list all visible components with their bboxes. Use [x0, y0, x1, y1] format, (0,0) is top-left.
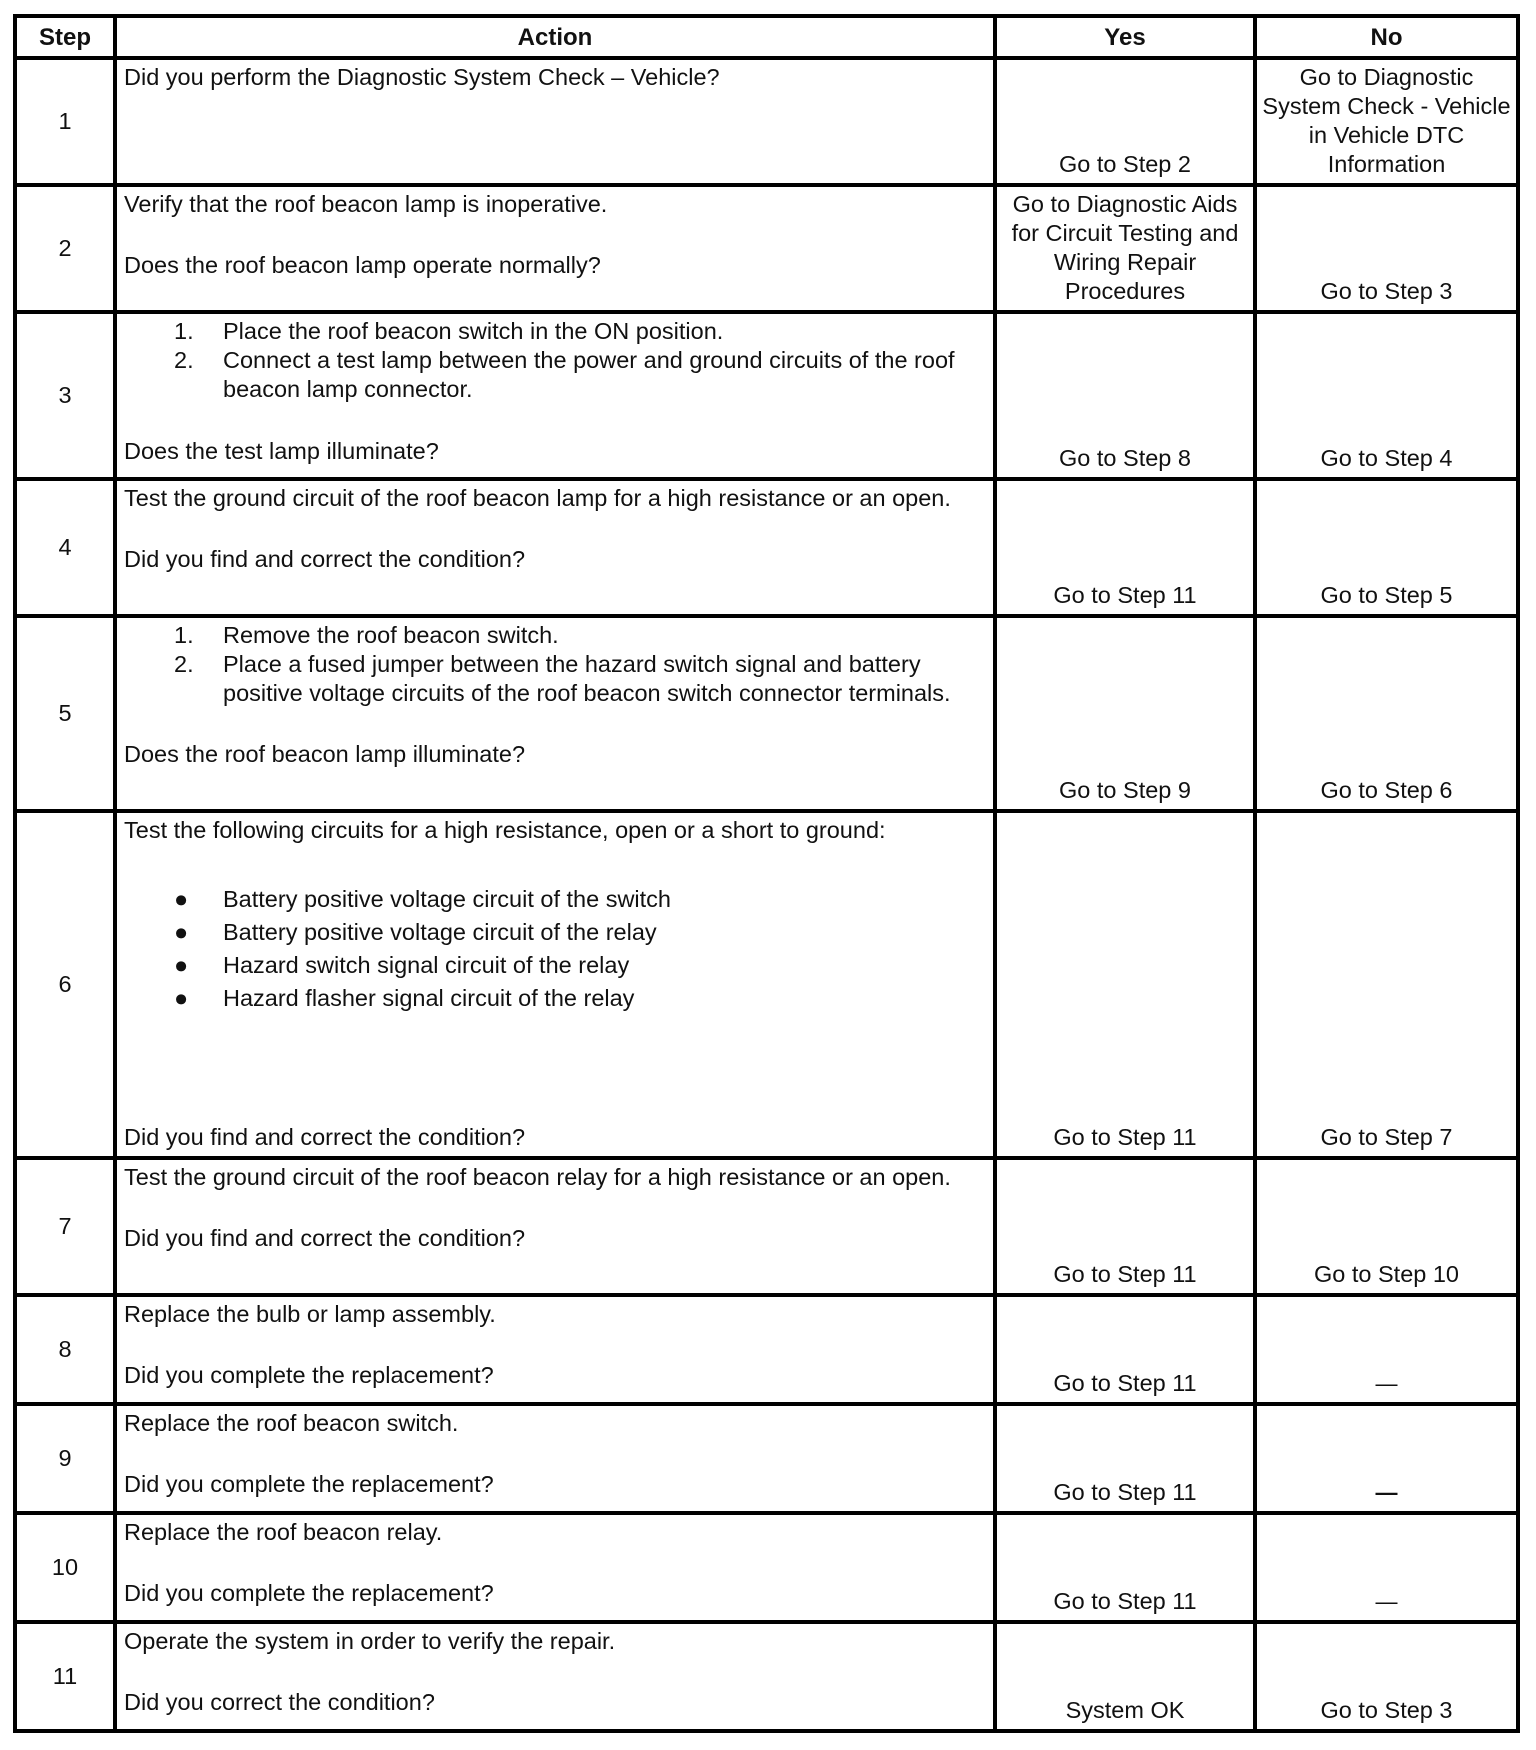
list-item — [124, 916, 987, 949]
yes-cell: Go to Step 9 — [995, 616, 1255, 811]
list-item — [124, 650, 987, 708]
no-cell: Go to Step 3 — [1255, 185, 1518, 312]
yes-cell: Go to Step 2 — [995, 58, 1255, 185]
header-yes: Yes — [995, 16, 1255, 58]
action-text: Did you perform the Diagnostic System Check – Vehicle? — [124, 64, 720, 90]
table-row — [15, 312, 1518, 479]
no-cell: — — [1255, 1513, 1518, 1622]
list-item — [124, 883, 987, 916]
action-text: Verify that the roof beacon lamp is inoperative. — [124, 191, 608, 217]
action-question: Does the roof beacon lamp illuminate? — [124, 741, 526, 767]
table-row — [15, 58, 1518, 185]
action-cell — [115, 58, 995, 185]
list-item — [124, 621, 987, 650]
action-text: Test the following circuits for a high resistance, open or a short to ground: — [124, 817, 886, 843]
numbered-list — [124, 621, 987, 708]
action-question: Did you complete the replacement? — [124, 1471, 494, 1497]
diagnostic-table — [13, 14, 1520, 1733]
step-number: 2 — [15, 185, 115, 312]
step-number: 9 — [15, 1404, 115, 1513]
table-row — [15, 616, 1518, 811]
yes-cell: Go to Step 11 — [995, 811, 1255, 1158]
action-cell — [115, 312, 995, 479]
item-number: 1. — [174, 318, 194, 344]
action-cell — [115, 1404, 995, 1513]
table-row — [15, 1295, 1518, 1404]
item-text: Hazard switch signal circuit of the relay — [223, 952, 630, 978]
yes-cell: Go to Step 11 — [995, 479, 1255, 616]
item-number: 2. — [174, 347, 194, 373]
item-text: Battery positive voltage circuit of the switch — [223, 886, 672, 912]
action-cell — [115, 1158, 995, 1295]
no-cell: Go to Step 10 — [1255, 1158, 1518, 1295]
action-text: Replace the roof beacon relay. — [124, 1519, 443, 1545]
table-row — [15, 185, 1518, 312]
action-question: Does the test lamp illuminate? — [124, 438, 439, 464]
action-cell — [115, 616, 995, 811]
step-number: 11 — [15, 1622, 115, 1731]
action-text: Test the ground circuit of the roof beacon lamp for a high resistance or an open. — [124, 485, 951, 511]
step-number: 6 — [15, 811, 115, 1158]
item-number: 2. — [174, 651, 194, 677]
list-item — [124, 317, 987, 346]
yes-cell: Go to Step 11 — [995, 1158, 1255, 1295]
step-number: 1 — [15, 58, 115, 185]
list-item — [124, 346, 987, 404]
step-number: 8 — [15, 1295, 115, 1404]
action-cell — [115, 185, 995, 312]
action-question: Did you correct the condition? — [124, 1689, 435, 1715]
action-question: Did you find and correct the condition? — [124, 1124, 526, 1150]
no-cell: — — [1255, 1404, 1518, 1513]
yes-cell: Go to Step 11 — [995, 1295, 1255, 1404]
numbered-list — [124, 317, 987, 404]
yes-cell: System OK — [995, 1622, 1255, 1731]
list-item — [124, 982, 987, 1015]
item-text: Hazard flasher signal circuit of the relay — [223, 985, 635, 1011]
table-row — [15, 811, 1518, 1158]
action-text: Replace the bulb or lamp assembly. — [124, 1301, 496, 1327]
action-question: Did you find and correct the condition? — [124, 1225, 526, 1251]
action-cell — [115, 1513, 995, 1622]
action-text: Replace the roof beacon switch. — [124, 1410, 459, 1436]
item-number: 1. — [174, 622, 194, 648]
item-text: Place the roof beacon switch in the ON position. — [223, 318, 724, 344]
no-cell: Go to Step 6 — [1255, 616, 1518, 811]
item-text: Battery positive voltage circuit of the relay — [223, 919, 657, 945]
step-number: 5 — [15, 616, 115, 811]
header-row — [15, 16, 1518, 58]
bullet-icon: ● — [174, 886, 189, 912]
table-row — [15, 479, 1518, 616]
table-row — [15, 1158, 1518, 1295]
action-cell — [115, 479, 995, 616]
step-number: 10 — [15, 1513, 115, 1622]
item-text: Connect a test lamp between the power and ground circuits of the roof beacon lamp connector. — [223, 347, 955, 402]
yes-cell: Go to Step 11 — [995, 1513, 1255, 1622]
step-number: 7 — [15, 1158, 115, 1295]
item-text: Remove the roof beacon switch. — [223, 622, 559, 648]
action-question: Did you complete the replacement? — [124, 1580, 494, 1606]
action-text: Test the ground circuit of the roof beacon relay for a high resistance or an open. — [124, 1164, 951, 1190]
action-cell — [115, 1295, 995, 1404]
table-row — [15, 1513, 1518, 1622]
yes-cell: Go to Step 11 — [995, 1404, 1255, 1513]
bullet-icon: ● — [174, 919, 189, 945]
action-question: Did you complete the replacement? — [124, 1362, 494, 1388]
action-question: Does the roof beacon lamp operate normally? — [124, 252, 601, 278]
yes-cell: Go to Diagnostic Aids for Circuit Testing and Wiring Repair Procedures — [995, 185, 1255, 312]
action-text: Operate the system in order to verify the repair. — [124, 1628, 616, 1654]
header-step: Step — [15, 16, 115, 58]
item-text: Place a fused jumper between the hazard switch signal and battery positive voltage circuits of the roof beacon switch connector terminals. — [223, 651, 951, 706]
yes-cell: Go to Step 8 — [995, 312, 1255, 479]
step-number: 4 — [15, 479, 115, 616]
action-cell — [115, 811, 995, 1158]
bullet-icon: ● — [174, 985, 189, 1011]
no-cell: — — [1255, 1295, 1518, 1404]
header-no: No — [1255, 16, 1518, 58]
bullet-list — [124, 883, 987, 1015]
list-item — [124, 949, 987, 982]
no-cell: Go to Step 7 — [1255, 811, 1518, 1158]
no-cell: Go to Step 3 — [1255, 1622, 1518, 1731]
action-cell — [115, 1622, 995, 1731]
no-cell: Go to Step 4 — [1255, 312, 1518, 479]
bullet-icon: ● — [174, 952, 189, 978]
table-row — [15, 1404, 1518, 1513]
table-row — [15, 1622, 1518, 1731]
no-cell: Go to Step 5 — [1255, 479, 1518, 616]
step-number: 3 — [15, 312, 115, 479]
action-question: Did you find and correct the condition? — [124, 546, 526, 572]
no-cell: Go to Diagnostic System Check - Vehicle in Vehicle DTC Information — [1255, 58, 1518, 185]
header-action: Action — [115, 16, 995, 58]
